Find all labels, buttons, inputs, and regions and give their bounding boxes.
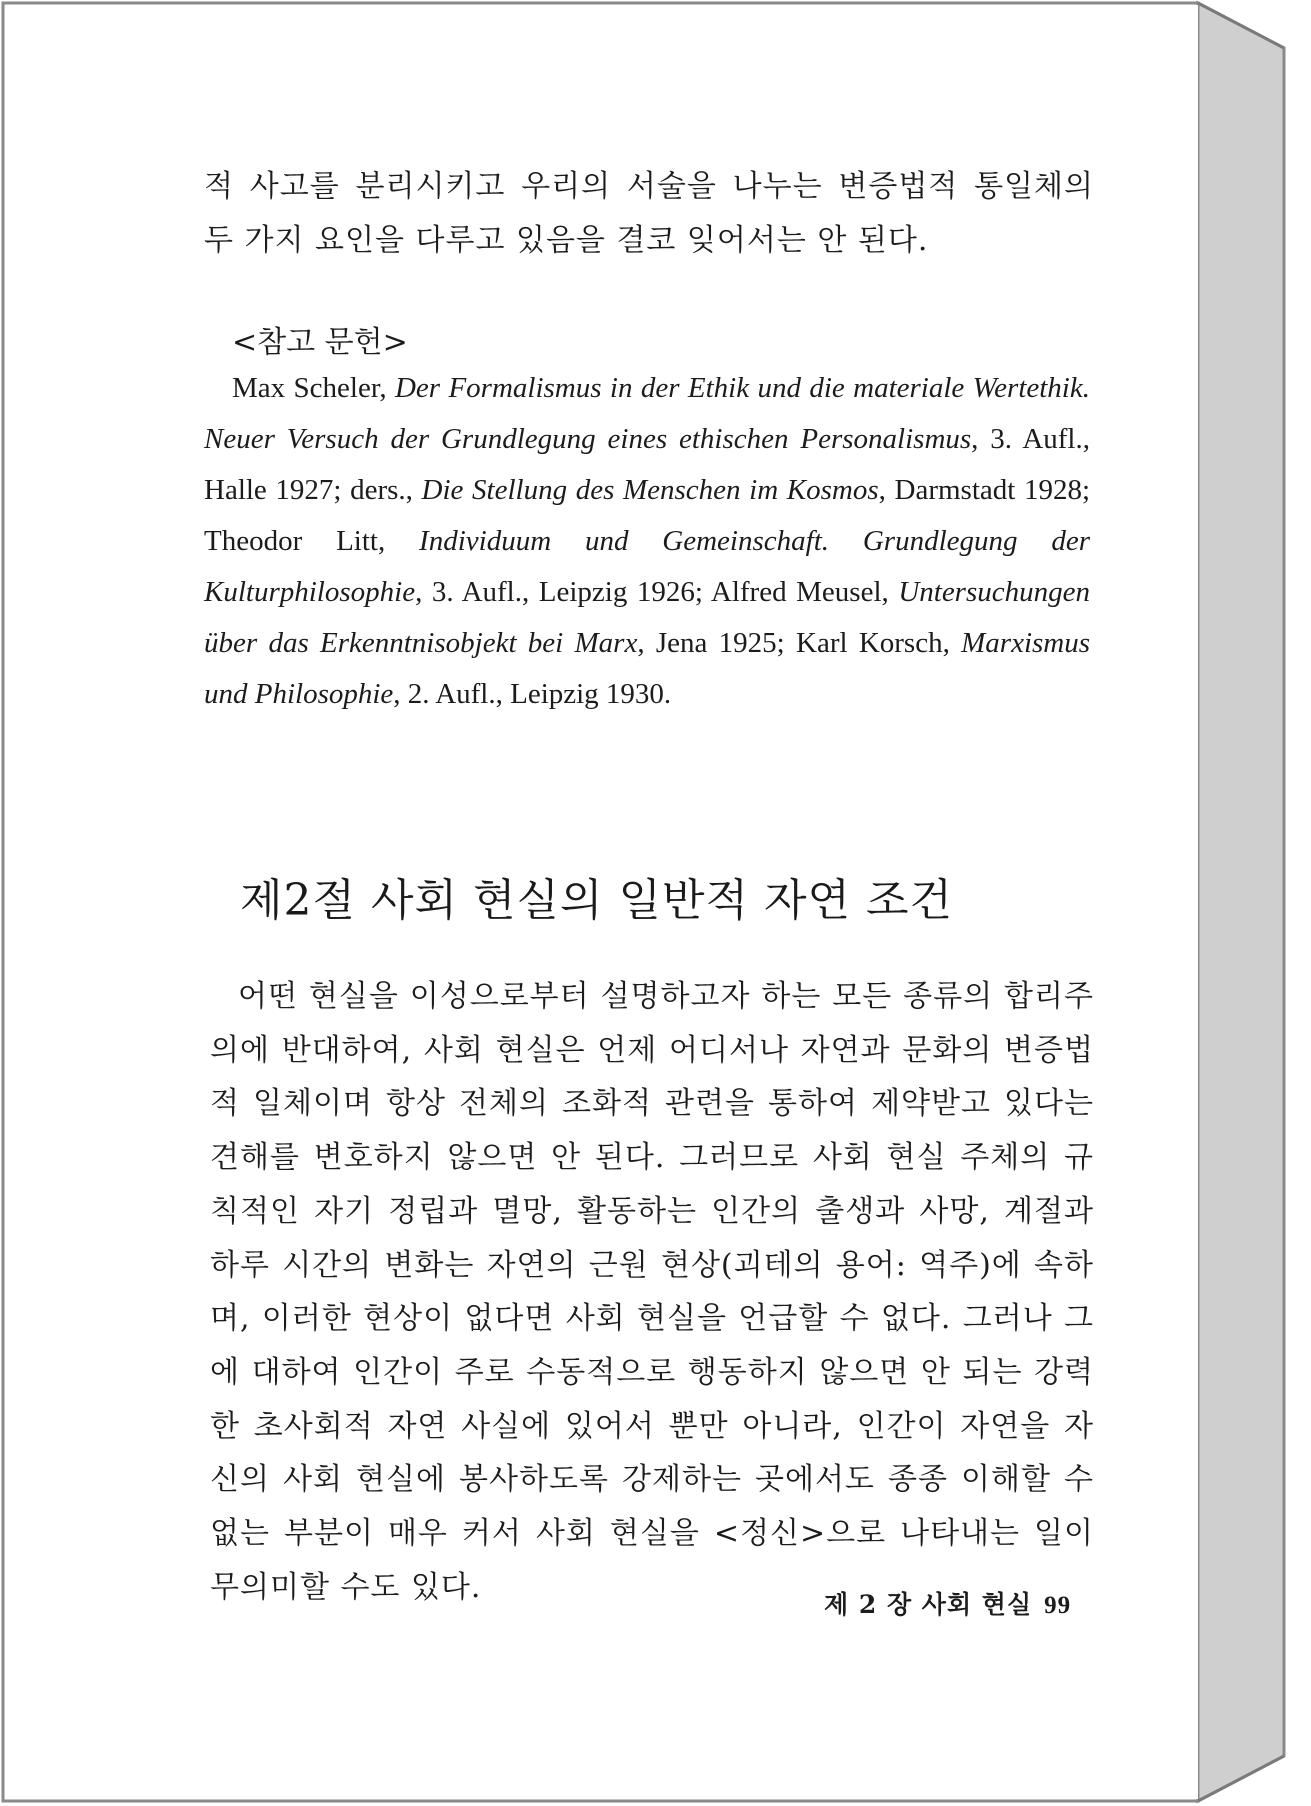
- reference-title: Untersuchungen über das Erkenntnisobjekt bei Marx: [204, 576, 1090, 659]
- section-title: 제2절 사회 현실의 일반적 자연 조건: [240, 875, 953, 926]
- reference-title: Marxismus und Philosophie: [204, 627, 1091, 710]
- reference-title: Individuum und Gemeinschaft. Grundlegung der Kulturphilosophie: [204, 525, 1090, 608]
- reference-title: Der Formalismus in der Ethik und die materiale Wertethik. Neuer Versuch der Grundlegung eines ethischen Personalismus: [204, 372, 1090, 455]
- reference-text: , 3. Aufl., Leipzig 1926; Alfred Meusel,: [415, 576, 899, 608]
- page-number: 99: [1044, 1592, 1072, 1619]
- reference-text: , 2. Aufl., Leipzig 1930.: [393, 678, 672, 710]
- references-list: [204, 363, 1090, 720]
- body-paragraph: 어떤 현실을 이성으로부터 설명하고자 하는 모든 종류의 합리주의에 반대하여, 사회 현실은 언제 어디서나 자연과 문화의 변증법적 일체이며 항상 전체의 조화적 관련을 통하여 제약받고 있다는 견해를 변호하지 않으면 안 된다. 그러므로 사회 현실 주체의 규칙적인 자기 정립과 멸망, 활동하는 인간의 출생과 사망, 계절과 하루 시간의 변화는 자연의 근원 현상(괴테의 용어: 역주)에 속하며, 이러한 현상이 없다면 사회 현실을 언급할 수 없다. 그러나 그에 대하여 인간이 주로 수동적으로 행동하지 않으면 안 되는 강력한 초사회적 자연 사실에 있어서 뿐만 아니라, 인간이 자연을 자신의 사회 현실에 봉사하도록 강제하는 곳에서도 종종 이해할 수 없는 부분이 매우 커서 사회 현실을 <정신>으로 나타내는 일이 무의미할 수도 있다.: [210, 979, 1094, 1605]
- book-page: [6, 5, 1198, 1799]
- footer-chapter: 제 2 장 사회 현실: [824, 1590, 1033, 1619]
- reference-title: Die Stellung des Menschen im Kosmos: [421, 474, 879, 506]
- references-heading: <참고 문헌>: [232, 325, 408, 360]
- reference-text: , Darmstadt 1928; Theodor Litt,: [204, 474, 1091, 557]
- book-spine-side: [1198, 3, 1284, 1801]
- reference-text: , Jena 1925; Karl Korsch,: [637, 627, 962, 659]
- reference-text: Max Scheler,: [232, 372, 395, 404]
- page-footer: [824, 1588, 1071, 1623]
- paragraph-top: 적 사고를 분리시키고 우리의 서술을 나누는 변증법적 통일체의 두 가지 요인을 다루고 있음을 결코 잊어서는 안 된다.: [204, 169, 1094, 258]
- reference-text: , 3. Aufl., Halle 1927; ders.,: [204, 423, 1090, 506]
